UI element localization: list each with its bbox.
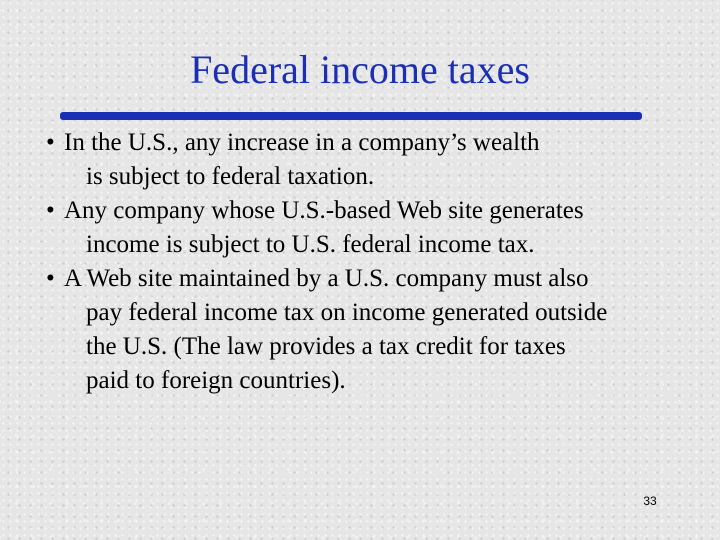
page-number: 33 xyxy=(643,494,657,508)
bullet-line: pay federal income tax on income generated outside xyxy=(86,299,608,326)
bullet-text xyxy=(64,194,686,262)
bullet-marker: • xyxy=(46,265,55,292)
bullet-item xyxy=(46,262,686,398)
title-underline xyxy=(60,112,642,120)
bullet-line: In the U.S., any increase in a company’s wealth xyxy=(64,129,540,156)
slide-title: Federal income taxes xyxy=(190,47,530,92)
bullet-item xyxy=(46,194,686,262)
bullet-line: A Web site maintained by a U.S. company must also xyxy=(64,265,589,292)
bullet-marker: • xyxy=(46,197,55,224)
bullet-text xyxy=(64,262,686,398)
bullet-line: is subject to federal taxation. xyxy=(86,163,375,190)
bullet-marker: • xyxy=(46,129,55,156)
bullet-line: Any company whose U.S.-based Web site generates xyxy=(64,197,584,224)
bullet-text xyxy=(64,126,686,194)
bullet-line: the U.S. (The law provides a tax credit for taxes xyxy=(86,333,566,360)
bullet-item xyxy=(46,126,686,194)
bullet-list xyxy=(46,126,686,398)
bullet-line: paid to foreign countries). xyxy=(86,367,346,394)
bullet-line: income is subject to U.S. federal income tax. xyxy=(86,231,535,258)
